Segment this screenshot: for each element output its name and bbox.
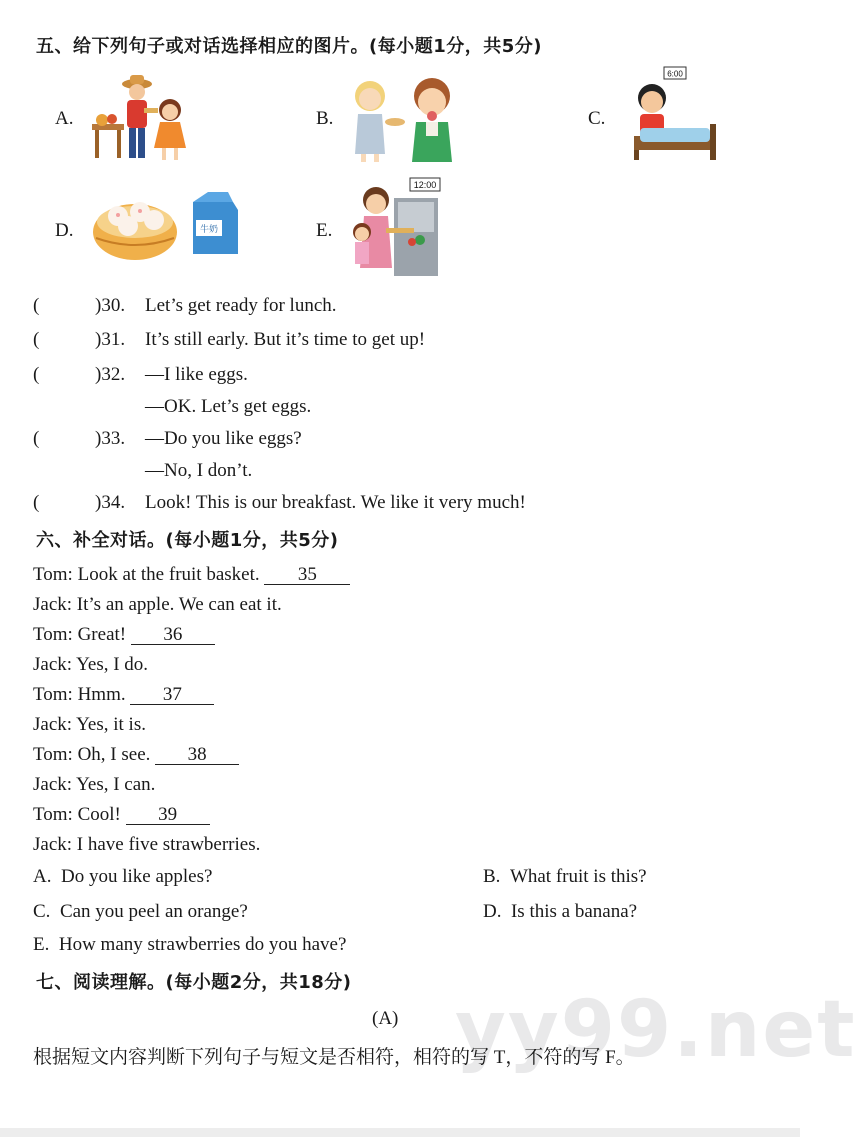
option-d: D. Is this a banana? (483, 901, 638, 922)
pic-letter-d: D. (55, 220, 74, 241)
clock-label-c: 6:00 (667, 69, 683, 79)
dialogue-line-4: Jack: Yes, I do. (33, 654, 149, 675)
pic-letter-a: A. (55, 108, 74, 129)
answer-blank-39[interactable]: 39 (126, 806, 210, 825)
option-c: C. Can you peel an orange? (33, 901, 248, 922)
q31-number: )31. (95, 329, 126, 350)
option-a: A. Do you like apples? (33, 866, 213, 887)
q33-open: ( (33, 428, 40, 449)
dialogue-line-6: Jack: Yes, it is. (33, 714, 146, 735)
dialogue-line-9: Tom: Cool! 39 (33, 804, 210, 826)
section6-heading: 六、补全对话。(每小题1分，共5分) (36, 530, 339, 551)
dialogue-line-8: Jack: Yes, I can. (33, 774, 156, 795)
q30-open: ( (33, 295, 40, 316)
q33-number: )33. (95, 428, 126, 449)
buns-milk-icon (90, 190, 245, 266)
option-b: B. What fruit is this? (483, 866, 647, 887)
section7-sub: (A) (372, 1008, 399, 1029)
family-table-icon (92, 72, 197, 164)
dialogue-line-10: Jack: I have five strawberries. (33, 834, 261, 855)
dialogue-line-2: Jack: It’s an apple. We can eat it. (33, 594, 282, 615)
watermark: yy99.net (455, 985, 857, 1075)
q32-number: )32. (95, 364, 126, 385)
pic-letter-e: E. (316, 220, 333, 241)
dialogue-line-5: Tom: Hmm. 37 (33, 684, 214, 706)
q32-line1: —I like eggs. (145, 364, 248, 385)
clock-label-e: 12:00 (413, 180, 437, 190)
q34-open: ( (33, 492, 40, 513)
section7-instruction: 根据短文内容判断下列句子与短文是否相符，相符的写 T，不符的写 F。 (33, 1047, 635, 1068)
q33-line2: —No, I don’t. (145, 460, 253, 481)
q31-text: It’s still early. But it’s time to get up! (145, 329, 426, 350)
mother-kitchen-icon (346, 176, 442, 280)
q33-line1: —Do you like eggs? (145, 428, 302, 449)
milk-carton-label: 牛奶 (199, 225, 219, 235)
pic-letter-c: C. (588, 108, 606, 129)
q32-line2: —OK. Let’s get eggs. (145, 396, 312, 417)
dialogue-line-7: Tom: Oh, I see. 38 (33, 744, 239, 766)
pic-letter-b: B. (316, 108, 334, 129)
section5-heading: 五、给下列句子或对话选择相应的图片。(每小题1分，共5分) (36, 36, 542, 57)
section7-heading: 七、阅读理解。(每小题2分，共18分) (36, 972, 352, 993)
q31-open: ( (33, 329, 40, 350)
option-e: E. How many strawberries do you have? (33, 934, 347, 955)
answer-blank-38[interactable]: 38 (155, 746, 239, 765)
boy-waking-icon (630, 64, 722, 166)
q30-text: Let’s get ready for lunch. (145, 295, 337, 316)
q30-number: )30. (95, 295, 126, 316)
answer-blank-36[interactable]: 36 (131, 626, 215, 645)
girls-eating-icon (352, 72, 480, 164)
answer-blank-37[interactable]: 37 (130, 686, 214, 705)
q34-number: )34. (95, 492, 126, 513)
q32-open: ( (33, 364, 40, 385)
page-bottom-strip (0, 1128, 800, 1137)
dialogue-line-1: Tom: Look at the fruit basket. 35 (33, 564, 350, 586)
answer-blank-35[interactable]: 35 (264, 566, 350, 585)
dialogue-line-3: Tom: Great! 36 (33, 624, 215, 646)
q34-text: Look! This is our breakfast. We like it very much! (145, 492, 526, 513)
